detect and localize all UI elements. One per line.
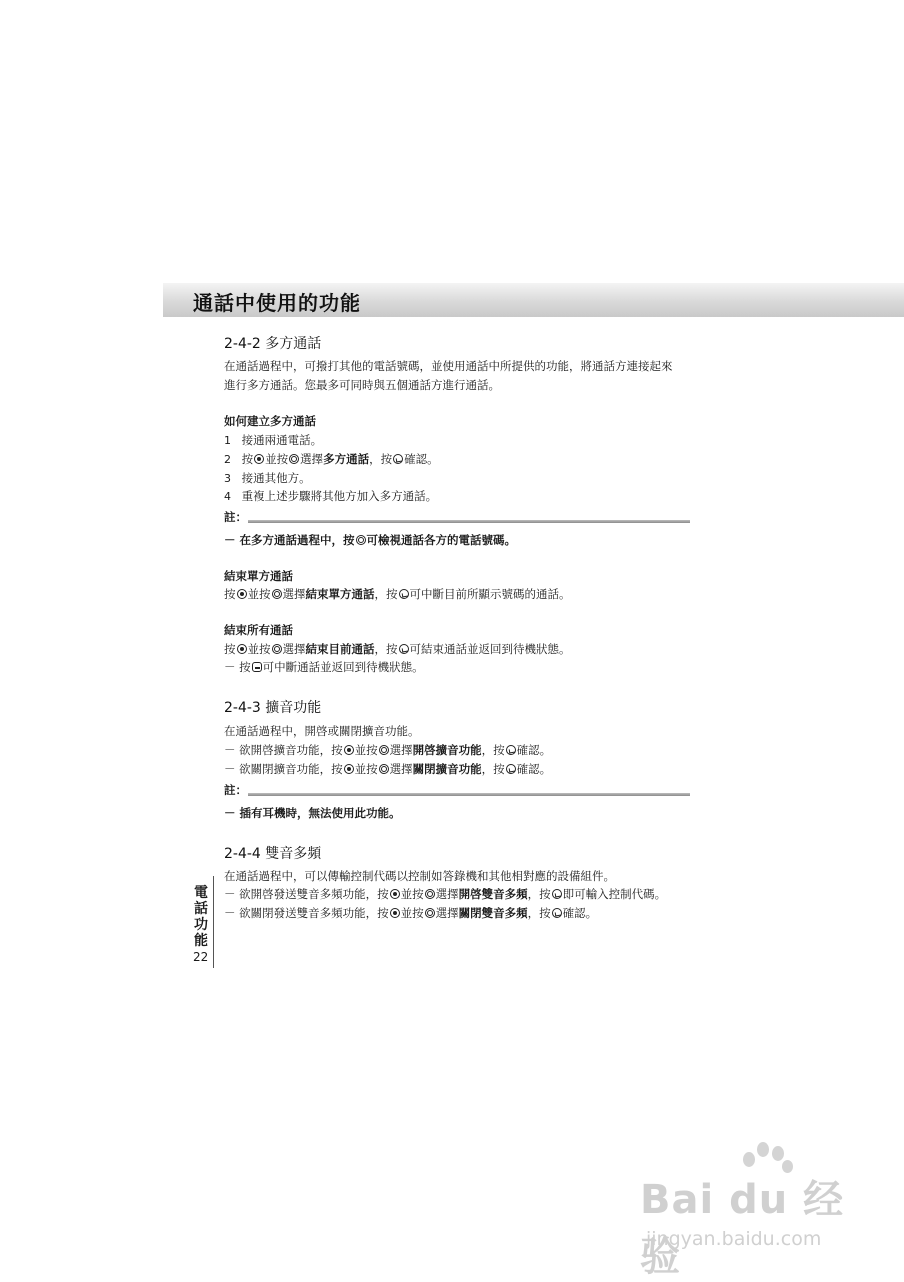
step-number: 2	[224, 453, 231, 466]
nav-key-icon	[272, 644, 282, 654]
text-part: 可中斷通話並返回到待機狀態。	[262, 660, 424, 674]
text-part: － 按	[224, 660, 251, 674]
menu-option: 關閉擴音功能	[412, 762, 482, 776]
note-speaker: － 插有耳機時，無法使用此功能。	[224, 806, 401, 820]
step-text: 並按	[265, 452, 289, 466]
text-part: 選擇	[435, 906, 459, 920]
ok-key-icon	[552, 908, 562, 918]
text-part: 確認。	[516, 762, 552, 776]
nav-key-icon	[289, 454, 299, 464]
conference-intro	[224, 357, 673, 395]
menu-option: 關閉雙音多頻	[458, 906, 528, 920]
chapter-char: 能	[194, 933, 208, 949]
nav-key-icon	[356, 535, 366, 545]
speaker-off-line	[224, 761, 551, 777]
speaker-on-line	[224, 742, 551, 758]
step-2	[224, 451, 439, 467]
howto-title: 如何建立多方通話	[224, 414, 316, 428]
nav-key-icon	[425, 889, 435, 899]
note-divider	[248, 793, 690, 796]
text-part: 確認。	[562, 906, 598, 920]
text-part: 並按	[247, 587, 271, 601]
dtmf-on-line	[224, 886, 666, 902]
menu-key-icon	[390, 889, 400, 899]
text-part: 選擇	[389, 762, 413, 776]
speaker-intro: 在通話過程中，開啓或關閉擴音功能。	[224, 724, 420, 738]
menu-key-icon	[390, 908, 400, 918]
chapter-char: 話	[194, 901, 208, 917]
baidu-watermark	[640, 1140, 870, 1280]
menu-key-icon	[237, 644, 247, 654]
text-part: 選擇	[435, 887, 459, 901]
section-title-dtmf: 2-4-4 雙音多頻	[224, 846, 322, 862]
text-part: 選擇	[282, 642, 306, 656]
end-key-icon	[252, 662, 262, 672]
nav-key-icon	[379, 764, 389, 774]
step-3	[224, 470, 311, 486]
menu-option: 結束目前通話	[305, 642, 375, 656]
note-header	[224, 782, 690, 796]
note-header	[224, 509, 690, 523]
page-header-banner	[163, 283, 904, 317]
step-number: 1	[224, 434, 231, 447]
chapter-char: 電	[194, 885, 208, 901]
note-label: 註：	[224, 510, 247, 524]
menu-option: 開啓擴音功能	[412, 743, 482, 757]
text-part: － 欲關閉發送雙音多頻功能，按	[224, 906, 389, 920]
ok-key-icon	[393, 454, 403, 464]
text-part: 並按	[354, 743, 378, 757]
menu-key-icon	[344, 764, 354, 774]
text-part: ，按	[527, 906, 551, 920]
text-part: 可結束通話並返回到待機狀態。	[409, 642, 571, 656]
text-part: ，按	[481, 762, 505, 776]
chapter-side-tab	[193, 885, 213, 964]
text-part: － 欲關閉擴音功能，按	[224, 762, 343, 776]
ok-key-icon	[399, 589, 409, 599]
page-number: 22	[193, 950, 209, 964]
ok-key-icon	[399, 644, 409, 654]
conference-intro-line-1: 在通話過程中，可撥打其他的電話號碼，並使用通話中所提供的功能，將通話方連接起來	[224, 359, 673, 373]
sidebar-divider	[213, 876, 214, 968]
note-label: 註：	[224, 783, 247, 797]
ok-key-icon	[506, 764, 516, 774]
section-title-conference: 2-4-2 多方通話	[224, 336, 322, 352]
text-part: 選擇	[389, 743, 413, 757]
conference-intro-line-2: 進行多方通話。您最多可同時與五個通話方進行通話。	[224, 378, 500, 392]
menu-option: 結束單方通話	[305, 587, 375, 601]
step-text: 確認。	[404, 452, 439, 466]
end-single-line	[224, 586, 571, 602]
text-part: ，按	[374, 587, 398, 601]
text-part: ，按	[527, 887, 551, 901]
menu-option: 多方通話	[323, 452, 370, 466]
text-part: 即可輸入控制代碼。	[562, 887, 667, 901]
ok-key-icon	[506, 745, 516, 755]
note-divider	[248, 520, 690, 523]
watermark-url: jingyan.baidu.com	[646, 1228, 822, 1250]
menu-key-icon	[344, 745, 354, 755]
watermark-logo: Bai du 经验	[640, 1177, 845, 1280]
ok-key-icon	[552, 889, 562, 899]
dtmf-off-line	[224, 905, 597, 921]
text-part: － 欲開啓發送雙音多頻功能，按	[224, 887, 389, 901]
text-part: 選擇	[282, 587, 306, 601]
step-number: 4	[224, 490, 231, 503]
nav-key-icon	[425, 908, 435, 918]
step-text: 按	[241, 452, 254, 466]
nav-key-icon	[379, 745, 389, 755]
text-part: 確認。	[516, 743, 552, 757]
note-text-part: － 在多方通話過程中，按	[224, 533, 355, 547]
text-part: － 欲開啓擴音功能，按	[224, 743, 343, 757]
step-text: 接通兩通電話。	[241, 433, 323, 447]
text-part: 按	[224, 642, 236, 656]
note-text-part: 可檢視通話各方的電話號碼。	[366, 533, 517, 547]
text-part: 並按	[247, 642, 271, 656]
step-text: 接通其他方。	[241, 471, 311, 485]
step-text: 重複上述步驟將其他方加入多方通話。	[241, 489, 438, 503]
chapter-char: 功	[194, 917, 208, 933]
text-part: 按	[224, 587, 236, 601]
text-part: 並按	[400, 906, 424, 920]
dtmf-intro: 在通話過程中，可以傳輸控制代碼以控制如答錄機和其他相對應的設備組件。	[224, 869, 615, 883]
text-part: ，按	[374, 642, 398, 656]
end-all-line-2	[224, 659, 424, 675]
step-text: 選擇	[300, 452, 324, 466]
text-part: ，按	[481, 743, 505, 757]
section-title-speaker: 2-4-3 擴音功能	[224, 700, 322, 716]
end-all-title: 結束所有通話	[224, 623, 293, 637]
end-single-title: 結束單方通話	[224, 569, 293, 583]
page-title: 通話中使用的功能	[193, 291, 361, 315]
note-conference	[224, 532, 516, 548]
step-4	[224, 488, 437, 504]
text-part: 可中斷目前所顯示號碼的通話。	[409, 587, 571, 601]
text-part: 並按	[400, 887, 424, 901]
nav-key-icon	[272, 589, 282, 599]
menu-key-icon	[237, 589, 247, 599]
menu-key-icon	[254, 454, 264, 464]
step-number: 3	[224, 472, 231, 485]
step-1	[224, 432, 322, 448]
step-text: ，按	[369, 452, 393, 466]
text-part: 並按	[354, 762, 378, 776]
menu-option: 開啓雙音多頻	[458, 887, 528, 901]
end-all-line-1	[224, 641, 571, 657]
